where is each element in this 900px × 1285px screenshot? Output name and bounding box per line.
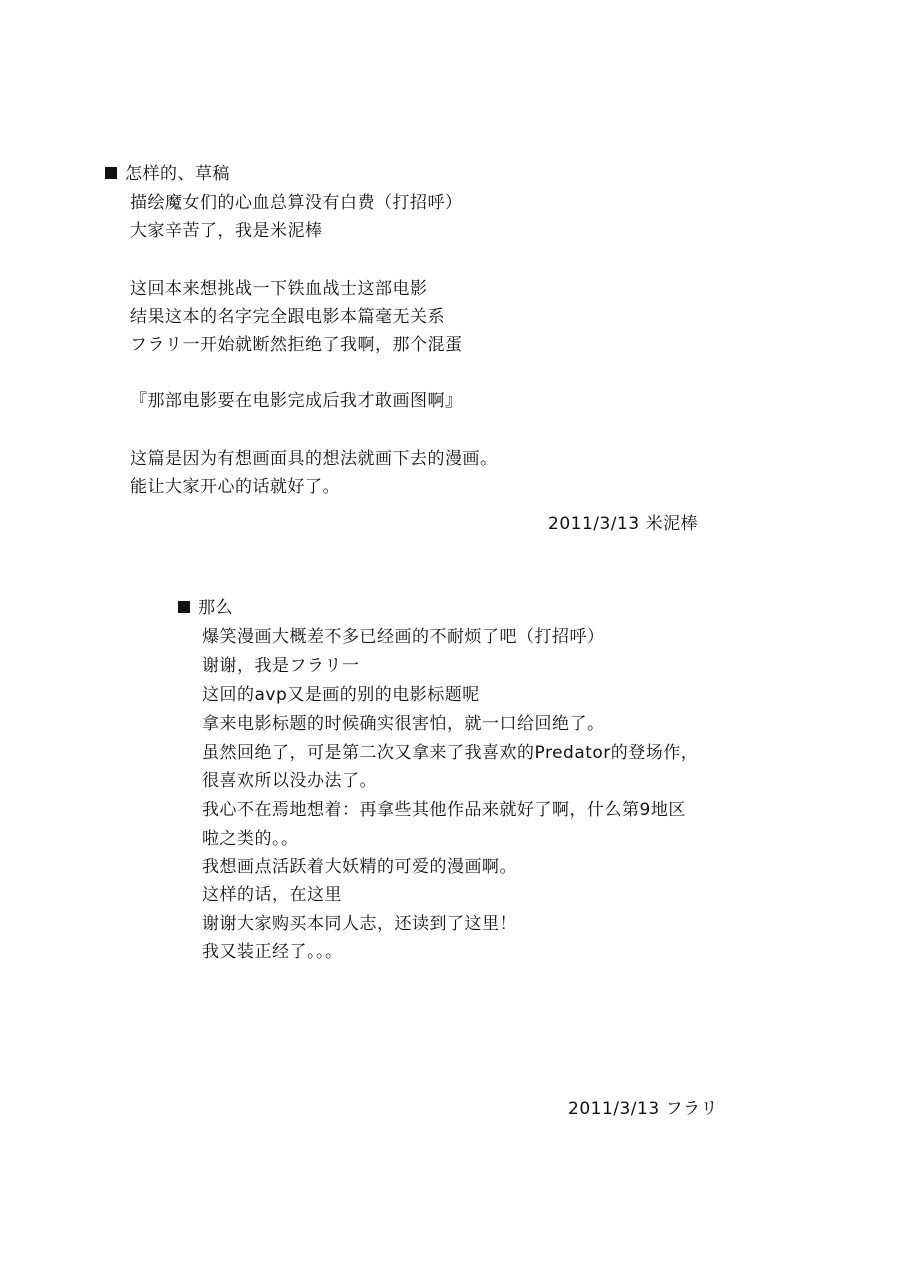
square-bullet-icon bbox=[105, 167, 117, 179]
section1-line-7: 这篇是因为有想画面具的想法就画下去的漫画。 bbox=[130, 449, 498, 469]
section2-heading-text: 那么 bbox=[198, 598, 233, 618]
section2-line-5: 虽然回绝了，可是第二次又拿来了我喜欢的Predator的登场作， bbox=[202, 743, 699, 763]
section2-line-9: 我想画点活跃着大妖精的可爱的漫画啊。 bbox=[202, 857, 517, 877]
section2-line-10: 这样的话，在这里 bbox=[202, 885, 342, 905]
square-bullet-icon bbox=[178, 601, 190, 613]
section1-line-8: 能让大家开心的话就好了。 bbox=[130, 477, 340, 497]
section1-line-1: 描绘魔女们的心血总算没有白费（打招呼） bbox=[130, 193, 463, 213]
section2-line-7: 我心不在焉地想着：再拿些其他作品来就好了啊，什么第9地区 bbox=[202, 800, 686, 820]
section1-line-4: 结果这本的名字完全跟电影本篇毫无关系 bbox=[130, 307, 445, 327]
section2-line-11: 谢谢大家购买本同人志，还读到了这里！ bbox=[202, 914, 517, 934]
section1-line-2: 大家辛苦了，我是米泥棒 bbox=[130, 221, 323, 241]
section2-heading bbox=[178, 597, 233, 619]
section2-line-12: 我又装正经了。。。 bbox=[202, 942, 343, 962]
section2-line-3: 这回的avp又是画的别的电影标题呢 bbox=[202, 685, 480, 705]
section1-line-3: 这回本来想挑战一下铁血战士这部电影 bbox=[130, 279, 428, 299]
section1-heading-text: 怎样的、草稿 bbox=[125, 164, 230, 184]
section1-line-5: フラリ一开始就断然拒绝了我啊，那个混蛋 bbox=[130, 335, 463, 355]
section1-heading bbox=[105, 163, 230, 185]
section2-signature: 2011/3/13 フラリ bbox=[568, 1099, 719, 1119]
section1-signature: 2011/3/13 米泥棒 bbox=[548, 514, 699, 534]
section2-line-8: 啦之类的。。 bbox=[202, 829, 299, 849]
section2-line-2: 谢谢，我是フラリ一 bbox=[202, 656, 360, 676]
section2-line-6: 很喜欢所以没办法了。 bbox=[202, 771, 377, 791]
section1-line-6: 『那部电影要在电影完成后我才敢画图啊』 bbox=[130, 391, 463, 411]
section2-line-1: 爆笑漫画大概差不多已经画的不耐烦了吧（打招呼） bbox=[202, 627, 605, 647]
section2-line-4: 拿来电影标题的时候确实很害怕，就一口给回绝了。 bbox=[202, 714, 605, 734]
